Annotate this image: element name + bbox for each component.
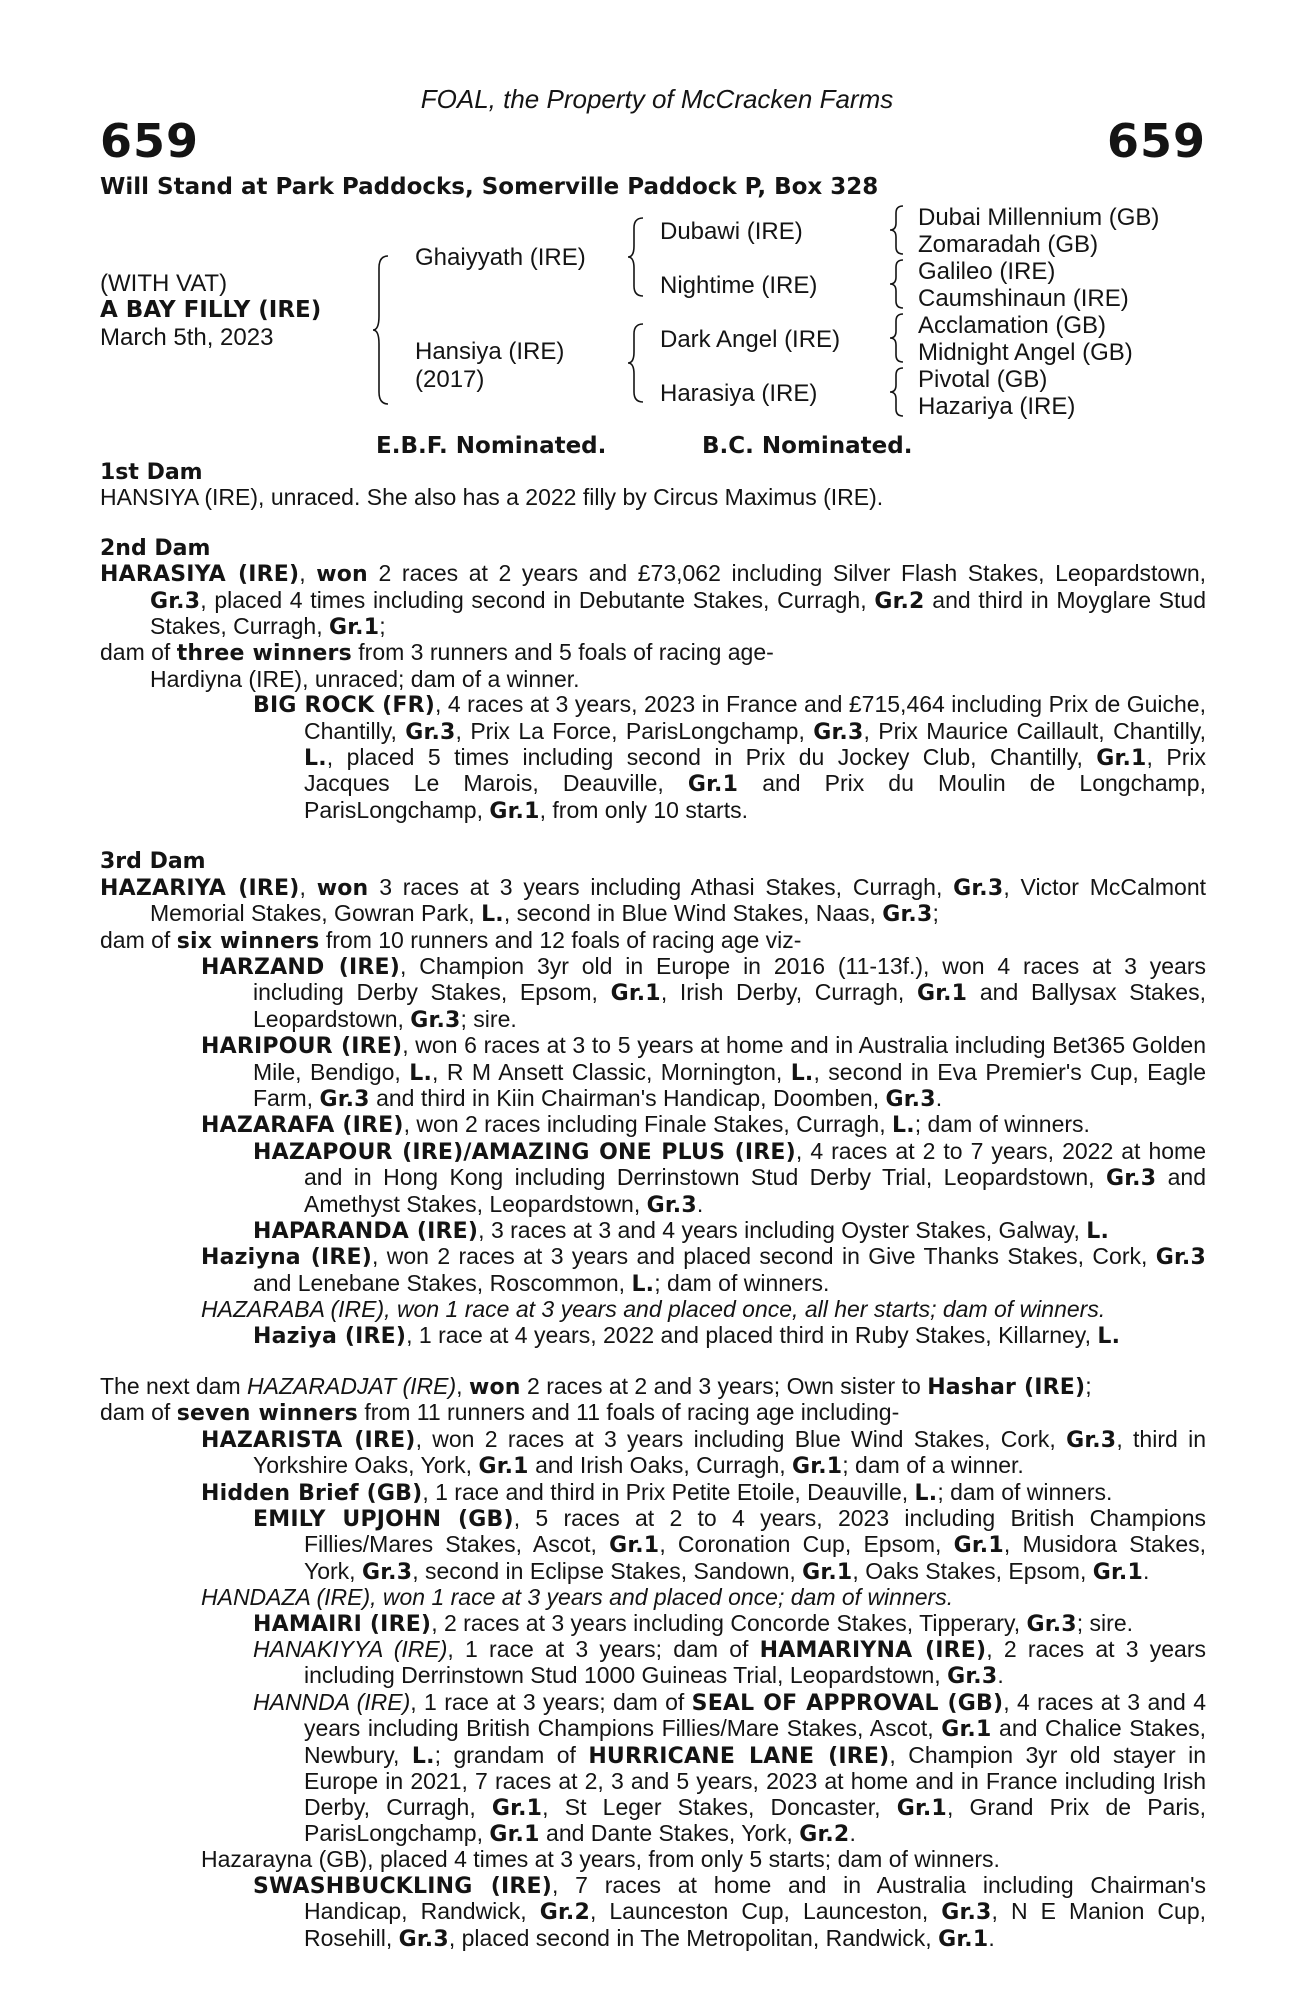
brace-g3-1 [889,204,909,256]
vat-label: (WITH VAT) [100,270,228,297]
entry-hazarista: HAZARISTA (IRE), won 2 races at 3 years including Blue Wind Stakes, Cork, Gr.3, third in Yorkshire Oaks, York, Gr.1 and Irish Oaks, Curragh, Gr.1; dam of a winner. [201,1425,1206,1480]
horse-name: HAZARISTA (IRE) [201,1427,416,1453]
entry-swashbuckling: SWASHBUCKLING (IRE), 7 races at home and in Australia including Chairman's Handicap, Randwick, Gr.2, Launceston Cup, Launceston, Gr.3, N E Manion Cup, Rosehill, Gr.3, placed second in The Metropolitan, Randwick, Gr.1. [253,1871,1206,1952]
horse-name: BIG ROCK (FR) [253,693,436,719]
dam-year: (2017) [415,366,485,393]
sire-name: Ghaiyyath (IRE) [415,244,586,271]
third-dam-heading: 3rd Dam [100,849,206,875]
horse-name: SWASHBUCKLING (IRE) [253,1873,553,1899]
entry-haripour: HARIPOUR (IRE), won 6 races at 3 to 5 years at home and in Australia including Bet365 Golden Mile, Bendigo, L., R M Ansett Classic, Mornington, L., second in Eva Premier's Cup, Eagle Farm, Gr.3 and third in Kiin Chairman's Handicap, Doomben, Gr.3. [201,1032,1207,1112]
gen3-ancestor: Hazariya (IRE) [918,393,1076,420]
gen3-ancestor: Pivotal (GB) [918,366,1048,393]
gen3-ancestor: Caumshinaun (IRE) [918,285,1129,312]
won-label: won [316,562,368,588]
brace-dam [627,322,647,404]
entry-hardiyna: Hardiyna (IRE), unraced; dam of a winner. [150,665,580,692]
horse-name: HARZAND (IRE) [201,954,401,980]
foaling-date: March 5th, 2023 [100,324,274,351]
brace-g3-2 [889,258,909,310]
horse-name: HAZAPOUR (IRE)/AMAZING ONE PLUS (IRE) [253,1139,796,1165]
dam-sire: Dark Angel (IRE) [660,326,841,353]
horse-name: HAZARIYA (IRE) [100,875,300,901]
entry-hazapour: HAZAPOUR (IRE)/AMAZING ONE PLUS (IRE), 4 races at 2 to 7 years, 2022 at home and in Hong Kong including Derrinstown Stud Derby Trial, Leopardstown, Gr.3 and Amethyst Stakes, Leopardstown, Gr.3. [253,1137,1207,1218]
entry-hazarayna: Hazarayna (GB), placed 4 times at 3 years, from only 5 starts; dam of winners. [201,1846,1000,1873]
brace-gen1 [372,254,392,406]
horse-name: HAZARAFA (IRE) [201,1113,404,1139]
brace-sire [627,216,647,298]
dam-name: Hansiya (IRE) [415,338,565,365]
bc-nominated: B.C. Nominated. [702,433,913,459]
horse-name: Hidden Brief (GB) [201,1480,423,1506]
horse-name: EMILY UPJOHN (GB) [253,1507,514,1533]
entry-hidden-brief: Hidden Brief (GB), 1 race and third in Prix Petite Etoile, Deauville, L.; dam of winners. [201,1478,1113,1506]
horse-name: HAPARANDA (IRE) [253,1218,479,1244]
horse-name: HANAKIYYA (IRE) [253,1636,448,1663]
horse-name: HARASIYA (IRE) [100,562,300,588]
gen3-ancestor: Dubai Millennium (GB) [918,204,1160,231]
lot-name: A BAY FILLY (IRE) [100,297,322,323]
horse-name: HAZARADJAT (IRE) [247,1373,457,1399]
entry-hazaraba: HAZARABA (IRE), won 1 race at 3 years and placed once, all her starts; dam of winners. [201,1296,1106,1323]
stand-line: Will Stand at Park Paddocks, Somerville Paddock P, Box 328 [100,174,879,200]
entry-emily-upjohn: EMILY UPJOHN (GB), 5 races at 2 to 4 years, 2023 including British Champions Fillies/Mares Stakes, Ascot, Gr.1, Coronation Cup, Epsom, Gr.1, Musidora Stakes, York, Gr.3, second in Eclipse Stakes, Sandown, Gr.1, Oaks Stakes, Epsom, Gr.1. [253,1505,1207,1585]
lot-number-left: 659 [100,114,200,168]
entry-haparanda: HAPARANDA (IRE), 3 races at 3 and 4 years including Oyster Stakes, Galway, L. [253,1216,1110,1244]
entry-next-dam: The next dam HAZARADJAT (IRE), won 2 races at 2 and 3 years; Own sister to Hashar (IRE); [100,1373,1092,1400]
entry-hazarafa: HAZARAFA (IRE), won 2 races including Finale Stakes, Curragh, L.; dam of winners. [201,1111,1090,1139]
entry-hannda: HANNDA (IRE), 1 race at 3 years; dam of SEAL OF APPROVAL (GB), 4 races at 3 and 4 years including British Champions Fillies/Mare Stakes, Ascot, Gr.1 and Chalice Stakes, Newbury, L.; grandam of HURRICANE LANE (IRE), Champion 3yr old stayer in Europe in 2021, 7 races at 2, 3 and 5 years, 2023 at home and in France including Irish Derby, Curragh, Gr.1, St Leger Stakes, Doncaster, Gr.1, Grand Prix de Paris, ParisLongchamp, Gr.1 and Dante Stakes, York, Gr.2. [253,1688,1206,1847]
catalogue-body [100,460,1206,1952]
first-dam-heading: 1st Dam [100,460,203,485]
dam-of-line: dam of six winners from 10 runners and 12 foals of racing age viz- [100,926,802,954]
entry-big-rock: BIG ROCK (FR), 4 races at 3 years, 2023 in France and £715,464 including Prix de Guiche, Chantilly, Gr.3, Prix La Force, ParisLongchamp, Gr.3, Prix Maurice Caillault, Chantilly, L., placed 5 times including second in Prix du Jockey Club, Chantilly, Gr.1, Prix Jacques Le Marois, Deauville, Gr.1 and Prix du Moulin de Longchamp, ParisLongchamp, Gr.1, from only 10 starts. [253,691,1206,824]
entry-hanakiyya: HANAKIYYA (IRE), 1 race at 3 years; dam of HAMARIYNA (IRE), 2 races at 3 years including Derrinstown Stud 1000 Guineas Trial, Leopardstown, Gr.3. [253,1636,1206,1690]
brace-g3-4 [889,366,909,418]
horse-name: HANNDA (IRE) [253,1688,411,1715]
sire-dam: Nightime (IRE) [660,272,818,299]
gen3-ancestor: Midnight Angel (GB) [918,339,1133,366]
gen3-ancestor: Acclamation (GB) [918,312,1107,339]
gen3-ancestor: Zomaradah (GB) [918,231,1099,258]
horse-name: Haziyna (IRE) [201,1245,372,1271]
ebf-nominated: E.B.F. Nominated. [376,433,607,459]
entry-handaza: HANDAZA (IRE), won 1 race at 3 years and placed once; dam of winners. [201,1584,954,1611]
dam-of-line: dam of seven winners from 11 runners and 11 foals of racing age including- [100,1399,900,1427]
brace-g3-3 [889,312,909,364]
entry-harzand: HARZAND (IRE), Champion 3yr old in Europe in 2016 (11-13f.), won 4 races at 3 years including Derby Stakes, Epsom, Gr.1, Irish Derby, Curragh, Gr.1 and Ballysax Stakes, Leopardstown, Gr.3; sire. [201,952,1206,1033]
entry-hamairi: HAMAIRI (IRE), 2 races at 3 years including Concorde Stakes, Tipperary, Gr.3; sire. [253,1609,1134,1637]
horse-name: Haziya (IRE) [253,1323,407,1349]
horse-name: HARIPOUR (IRE) [201,1034,403,1060]
entry-haziya: Haziya (IRE), 1 race at 4 years, 2022 and placed third in Ruby Stakes, Killarney, L. [253,1321,1121,1349]
sire-sire: Dubawi (IRE) [660,218,803,245]
gen3-ancestor: Galileo (IRE) [918,258,1056,285]
dam-dam: Harasiya (IRE) [660,380,818,407]
entry-hazariya: HAZARIYA (IRE), won 3 races at 3 years including Athasi Stakes, Curragh, Gr.3, Victor McCalmont Memorial Stakes, Gowran Park, L., second in Blue Wind Stakes, Naas, Gr.3; [100,873,1207,928]
horse-name: HAMAIRI (IRE) [253,1611,432,1637]
second-dam-heading: 2nd Dam [100,535,211,561]
dam-of-line: dam of three winners from 3 runners and 5 foals of racing age- [100,639,774,667]
entry-haziyna: Haziyna (IRE), won 2 races at 3 years and placed second in Give Thanks Stakes, Cork, Gr.3 and Lenebane Stakes, Roscommon, L.; dam of winners. [201,1243,1207,1297]
owner-line: FOAL, the Property of McCracken Farms [420,84,894,114]
first-dam-text: HANSIYA (IRE), unraced. She also has a 2022 filly by Circus Maximus (IRE). [100,484,884,511]
entry-harasiya: HARASIYA (IRE), won 2 races at 2 years and £73,062 including Silver Flash Stakes, Leopardstown, Gr.3, placed 4 times including second in Debutante Stakes, Curragh, Gr.2 and third in Moyglare Stud Stakes, Curragh, Gr.1; [100,560,1206,641]
lot-number-right: 659 [1106,114,1206,168]
